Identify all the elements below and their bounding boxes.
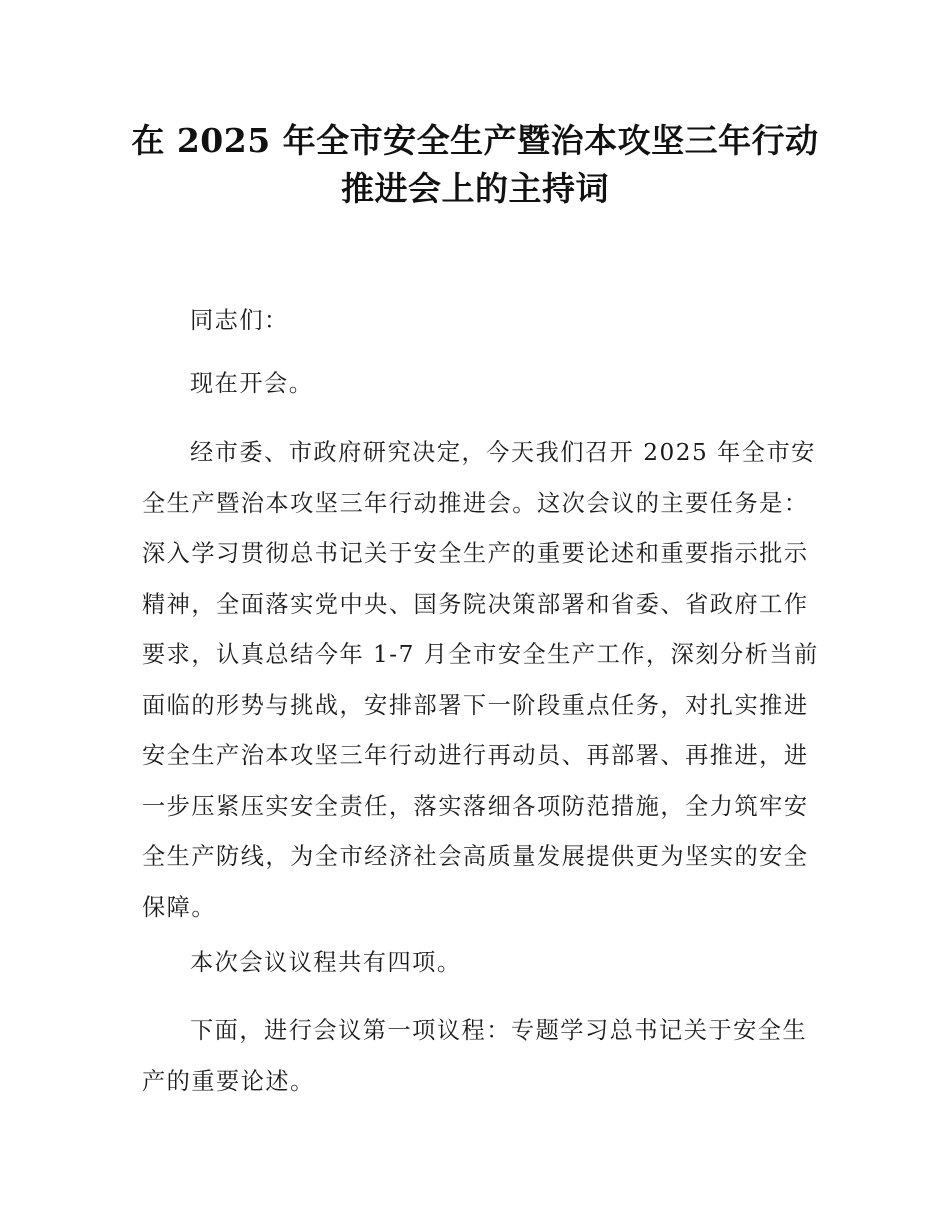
intro-line: 全生产防线，为全市经济社会高质量发展提供更为坚实的安全	[142, 843, 809, 870]
first-item-line: 产的重要论述。	[142, 1067, 315, 1095]
intro-line: 面临的形势与挑战，安排部署下一阶段重点任务，对扎实推进	[142, 691, 809, 719]
intro-line: 深入学习贯彻总书记关于安全生产的重要论述和重要指示批示	[142, 540, 809, 567]
intro-line: 经市委、市政府研究决定，今天我们召开 2025 年全市安	[190, 439, 816, 466]
intro-paragraph	[142, 428, 819, 933]
opening-paragraph	[142, 364, 810, 398]
intro-line: 全生产暨治本攻坚三年行动推进会。这次会议的主要任务是：	[142, 489, 809, 517]
document-title-line-2: 推进会上的主持词	[341, 169, 609, 208]
intro-line: 精神，全面落实党中央、国务院决策部署和省委、省政府工作	[142, 590, 809, 618]
greeting-paragraph	[142, 301, 810, 335]
intro-line: 保障。	[142, 893, 217, 921]
document-title-line-1: 在 2025 年全市安全生产暨治本攻坚三年行动	[131, 121, 819, 160]
intro-line: 一步压紧压实安全责任，落实落细各项防范措施，全力筑牢安	[142, 792, 809, 820]
agenda-count-paragraph	[142, 943, 810, 977]
first-item-line: 下面，进行会议第一项议程：专题学习总书记关于安全生	[190, 1017, 808, 1044]
intro-line: 要求，认真总结今年 1-7 月全市安全生产工作，深刻分析当前	[142, 641, 819, 668]
first-item-paragraph	[142, 1006, 810, 1107]
agenda-count-text: 本次会议议程共有四项。	[190, 949, 462, 976]
intro-line: 安全生产治本攻坚三年行动进行再动员、再部署、再推进，进	[142, 742, 809, 769]
opening-text: 现在开会。	[190, 370, 314, 397]
greeting-text: 同志们：	[190, 307, 289, 334]
